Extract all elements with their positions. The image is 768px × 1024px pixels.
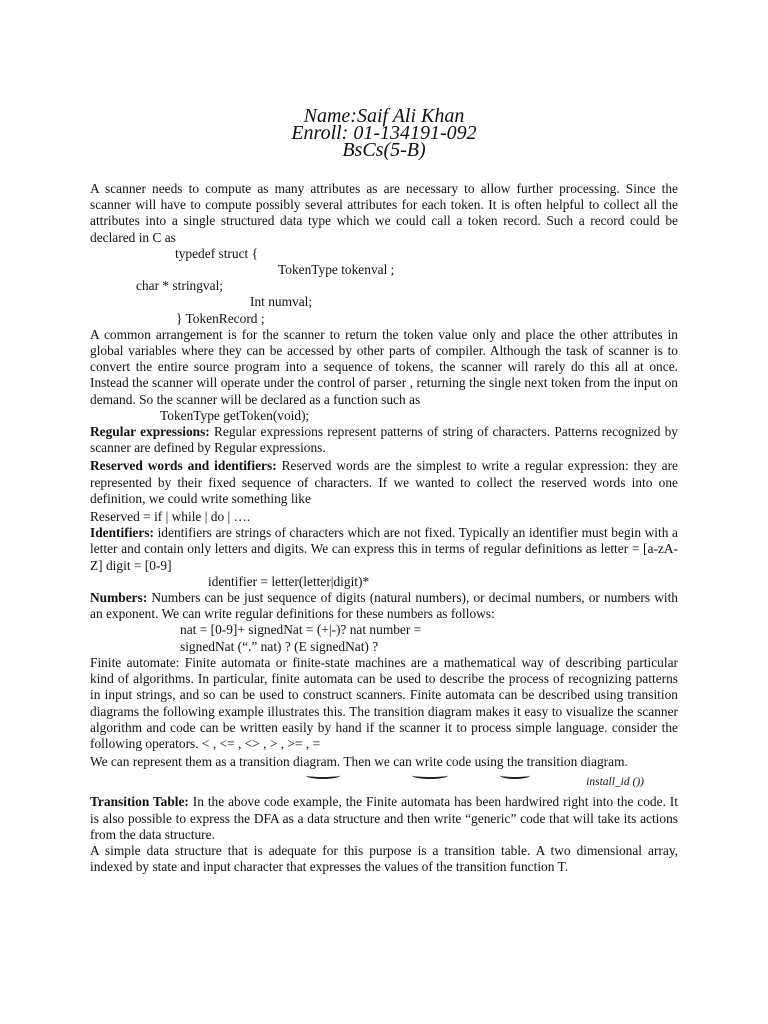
common-arrangement-paragraph: A common arrangement is for the scanner to return the token value only and place the other attributes in global variables where they can be accessed by other parts of compiler. Although the task of scanner is to convert the entire source program into a sequence of tokens, the scanner will rarely do this all at once. Instead the scanner will operate under the control of parser , returning the single next token from the input on demand. So the scanner will be declared as a function such as <box>90 326 678 407</box>
identifier-definition: identifier = letter(letter|digit)* <box>208 573 370 589</box>
numbers-definition-2: signedNat (“.” nat) ? (E signedNat) ? <box>180 638 379 654</box>
document-body <box>90 181 678 875</box>
closing-paragraph: A simple data structure that is adequate for this purpose is a transition table. A two dimensional array, indexed by state and input character that expresses the values of the transition function T. <box>90 842 678 875</box>
numbers-paragraph <box>90 590 678 622</box>
identifiers-heading: Identifiers: <box>90 525 154 541</box>
reserved-heading: Reserved words and identifiers: <box>90 458 277 474</box>
numbers-definition-1: nat = [0-9]+ signedNat = (+|-)? nat number = <box>180 622 422 638</box>
finite-automate-paragraph: Finite automate: Finite automata or finite-state machines are a mathematical way of describing particular kind of algorithms. In particular, finite automata can be used to describe the process of recognizing patterns in input strings, and so can be used to construct scanners. Finite automata can be described using transition diagrams the following example illustrates this. The transition diagram makes it easy to visualize the scanner algorithm and code can be written easily by hand if the scanner it to process simple language. consider the following operators. < , <= , <> , > , >= , = <box>90 654 678 751</box>
identifiers-paragraph <box>90 525 678 574</box>
code-line-numval: Int numval; <box>250 294 313 310</box>
numbers-heading: Numbers: <box>90 590 148 606</box>
diagram-arc-middle <box>412 772 448 779</box>
code-line-typedef: typedef struct { <box>175 245 259 261</box>
code-line-gettoken: TokenType getToken(void); <box>160 407 310 423</box>
class-section: BsCs(5-B) <box>342 139 426 161</box>
transition-diagram-fragment <box>90 770 678 794</box>
reserved-paragraph <box>90 458 678 507</box>
intro-paragraph: A scanner needs to compute as many attributes as are necessary to allow further processing. Since the scanner will have to compute possibly several attributes for each token. It is often helpful to collect all the attributes into a single structured data type which we could call a token record. Such a record could be declared in C as <box>90 181 678 245</box>
regex-text: Regular expressions represent patterns of string of characters. Patterns recognized by scanner are defined by Regular expressions. <box>90 424 678 456</box>
enrollment-number: Enroll: 01-134191-092 <box>291 122 477 144</box>
diagram-arc-left <box>306 772 340 779</box>
regex-heading: Regular expressions: <box>90 424 210 440</box>
transition-table-text: In the above code example, the Finite automata has been hardwired right into the code. It is also possible to express the DFA as a data structure and then write “generic” code that will take its actions from the data structure. <box>90 794 678 842</box>
transition-table-paragraph <box>90 794 678 843</box>
code-line-stringval: char * stringval; <box>136 278 224 294</box>
transition-diagram-paragraph: We can represent them as a transition diagram. Then we can write code using the transition diagram. <box>90 754 628 770</box>
diagram-arc-right <box>500 772 530 779</box>
document-header <box>0 105 768 161</box>
student-name: Name:Saif Ali Khan <box>303 105 465 127</box>
code-line-tokenval: TokenType tokenval ; <box>278 262 395 278</box>
reserved-definition: Reserved = if | while | do | …. <box>90 509 251 525</box>
code-line-tokenrecord: } TokenRecord ; <box>176 310 265 326</box>
regex-paragraph <box>90 424 678 456</box>
reserved-text: Reserved words are the simplest to write a regular expression: they are represented by their fixed sequence of characters. If we wanted to collect the reserved words into one definition, we could write something like <box>90 458 679 506</box>
identifiers-text: identifiers are strings of characters which are not fixed. Typically an identifier must begin with a letter and contain only letters and digits. We can express this in terms of regular definitions as letter = [a-zA-Z] digit = [0-9] <box>90 525 678 573</box>
transition-table-heading: Transition Table: <box>90 794 189 810</box>
numbers-text: Numbers can be just sequence of digits (natural numbers), or decimal numbers, or numbers with an exponent. We can write regular definitions for these numbers as follows: <box>90 590 678 622</box>
install-id-label: install_id ()) <box>586 776 644 789</box>
